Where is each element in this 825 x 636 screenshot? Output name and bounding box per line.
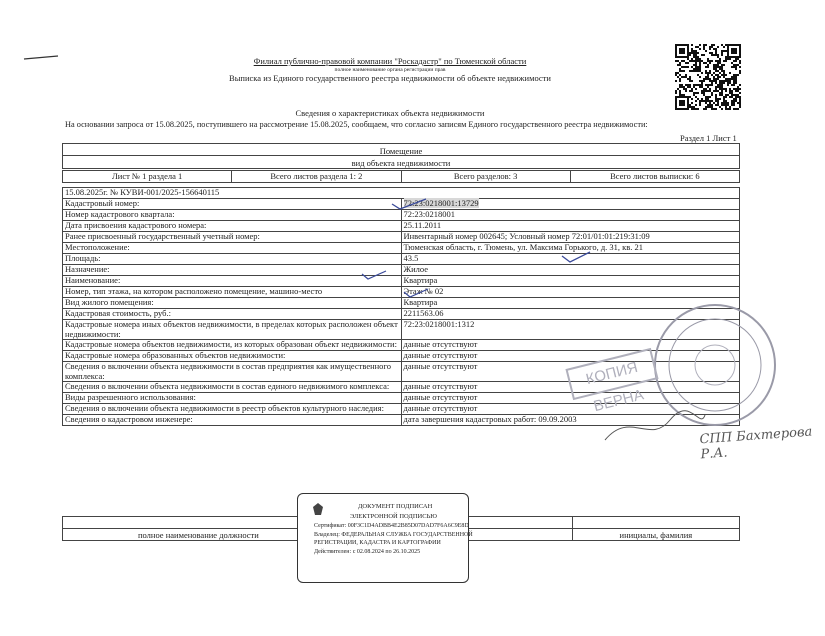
sheet-number: Лист № 1 раздела 1 [63, 171, 232, 183]
sheets-total: Всего листов раздела 1: 2 [232, 171, 401, 183]
row-value [401, 199, 740, 210]
object-type-caption: вид объекта недвижимости [351, 158, 451, 168]
table-row [63, 320, 740, 340]
check-mark-icon [390, 196, 430, 212]
table-row [63, 298, 740, 309]
document-number: 15.08.2025г. № КУВИ-001/2025-156640115 [63, 188, 740, 199]
row-value: Квартира [401, 276, 740, 287]
row-value: данные отсутствуют [401, 340, 740, 351]
row-value: Инвентарный номер 002645; Условный номер 72:01/01:01:219:31:09 [401, 232, 740, 243]
row-label: Кадастровая стоимость, руб.: [63, 309, 402, 320]
row-label: Вид жилого помещения: [63, 298, 402, 309]
row-value: данные отсутствуют [401, 362, 740, 382]
check-mark-icon [560, 250, 594, 266]
row-value: Этаж № 02 [401, 287, 740, 298]
sections-total: Всего разделов: 3 [401, 171, 570, 183]
table-row [63, 340, 740, 351]
row-value: Жилое [401, 265, 740, 276]
row-label: Дата присвоения кадастрового номера: [63, 221, 402, 232]
table-row [63, 287, 740, 298]
check-mark-icon [402, 287, 432, 299]
handwritten-signature: СПП Бахтерова Р.А. [699, 424, 813, 463]
request-basis: На основании запроса от 15.08.2025, поступившего на рассмотрение 15.08.2025, сообщаем, что согласно записям Единого государственного реестра недвижимости: [65, 120, 648, 129]
esign-cert: Сертификат: 00F3C1D4ADBB4E2B85D07DAD7F6A6C9E8D [314, 523, 469, 529]
row-value: данные отсутствуют [401, 393, 740, 404]
row-value: Квартира [401, 298, 740, 309]
row-label: Кадастровый номер: [63, 199, 402, 210]
cadastral-highlight: 72:23:0218001:13729 [403, 198, 479, 208]
row-value: Тюменская область, г. Тюмень, ул. Максима Горького, д. 31, кв. 21 [401, 243, 740, 254]
row-label: Сведения о включении объекта недвижимости в состав единого недвижимого комплекса: [63, 382, 402, 393]
row-label: Местоположение: [63, 243, 402, 254]
table-row [63, 221, 740, 232]
pen-mark [22, 50, 62, 64]
esign-line2: ЭЛЕКТРОННОЙ ПОДПИСЬЮ [350, 513, 437, 520]
row-value: данные отсутствуют [401, 382, 740, 393]
extract-sheets: Всего листов выписки: 6 [570, 171, 739, 183]
row-label: Виды разрешенного использования: [63, 393, 402, 404]
row-label: Ранее присвоенный государственный учетный номер: [63, 232, 402, 243]
table-row [63, 254, 740, 265]
section-title: Сведения о характеристиках объекта недвижимости [295, 108, 485, 118]
qr-code-icon [675, 44, 741, 110]
position-caption: полное наименование должности [63, 529, 335, 541]
copy-stamp: КОПИЯ ВЕРНА [565, 348, 658, 400]
sheet-info [62, 170, 740, 183]
object-type: Помещение [379, 146, 423, 156]
org-caption: полное наименование органа регистрации прав [334, 67, 446, 73]
table-row [63, 243, 740, 254]
row-label: Сведения о включении объекта недвижимости в состав предприятия как имущественного комплекса: [63, 362, 402, 382]
extract-title: Выписка из Единого государственного реестра недвижимости об объекте недвижимости [229, 73, 551, 83]
row-label: Сведения о включении объекта недвижимости в реестр объектов культурного наследия: [63, 404, 402, 415]
row-label: Кадастровые номера объектов недвижимости, из которых образован объект недвижимости: [63, 340, 402, 351]
esign-owner2: РЕГИСТРАЦИИ, КАДАСТРА И КАРТОГРАФИИ [314, 540, 441, 546]
esign-valid: Действителен: с 02.08.2024 по 26.10.2025 [314, 549, 421, 555]
signature-scribble [600, 400, 710, 450]
table-row [63, 232, 740, 243]
electronic-signature-box [297, 493, 473, 583]
row-value: данные отсутствуют [401, 351, 740, 362]
row-value: дата завершения кадастровых работ: 09.09.2003 [401, 415, 740, 426]
table-row [63, 276, 740, 287]
row-value: 72:23:0218001 [401, 210, 740, 221]
object-type-box [62, 143, 740, 169]
esign-line1: ДОКУМЕНТ ПОДПИСАН [358, 503, 433, 510]
row-value: 72:23:0218001:1312 [401, 320, 740, 340]
row-value: 25.11.2011 [401, 221, 740, 232]
row-label: Площадь: [63, 254, 402, 265]
row-label: Назначение: [63, 265, 402, 276]
divider [63, 155, 739, 156]
check-mark-icon [360, 269, 390, 281]
emblem-icon [312, 502, 324, 516]
row-label: Наименование: [63, 276, 402, 287]
row-label: Номер, тип этажа, на котором расположено помещение, машино-место [63, 287, 402, 298]
esign-owner: Владелец: ФЕДЕРАЛЬНАЯ СЛУЖБА ГОСУДАРСТВЕННОЙ [314, 532, 473, 538]
row-label: Сведения о кадастровом инженере: [63, 415, 402, 426]
row-label: Кадастровые номера образованных объектов недвижимости: [63, 351, 402, 362]
row-value: 2211563.06 [401, 309, 740, 320]
row-value: данные отсутствуют [401, 404, 740, 415]
row-value: 43.5 [401, 254, 740, 265]
org-name: Филиал публично-правовой компании "Роскадастр" по Тюменской области [253, 56, 527, 66]
table-row [63, 309, 740, 320]
table-row [63, 265, 740, 276]
name-caption: инициалы, фамилия [572, 529, 739, 541]
sheet-reference: Раздел 1 Лист 1 [680, 133, 737, 143]
row-label: Кадастровые номера иных объектов недвижимости, в пределах которых расположен объект недвижимости: [63, 320, 402, 340]
row-label: Номер кадастрового квартала: [63, 210, 402, 221]
